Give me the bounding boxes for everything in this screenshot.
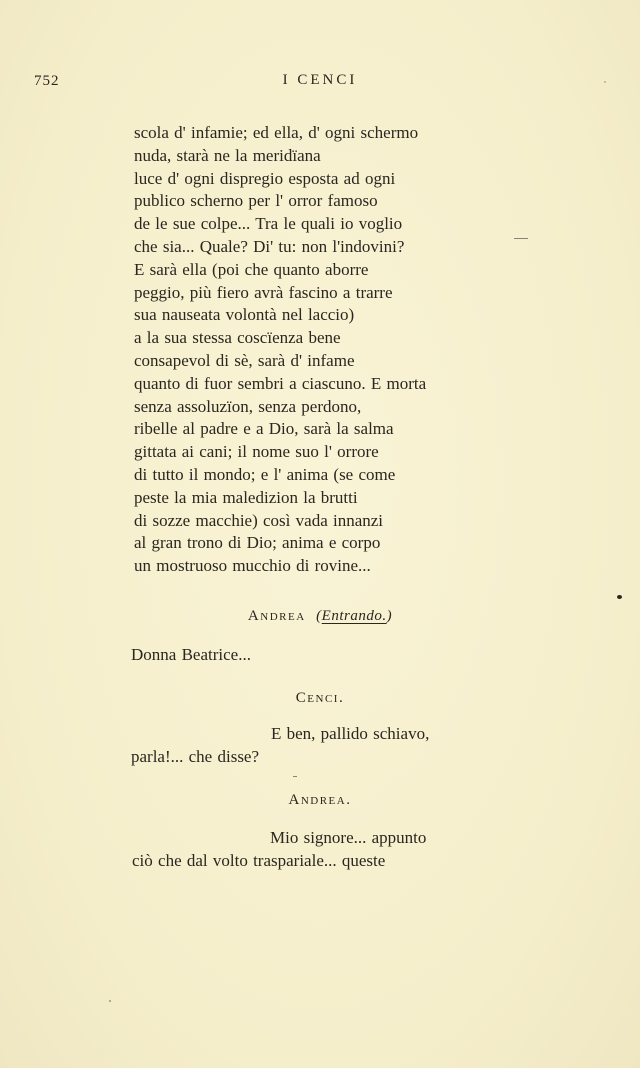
verse-line: E sarà ella (poi che quanto aborre — [134, 259, 369, 279]
verse-line: ribelle al padre e a Dio, sarà la salma — [134, 419, 394, 439]
verse-line: nuda, starà ne la meridïana — [134, 145, 321, 165]
verse-line: gittata ai cani; il nome suo l' orrore — [134, 442, 379, 462]
verse-line: che sia... Quale? Di' tu: non l'indovini? — [134, 236, 405, 256]
verse-line: di tutto il mondo; e l' anima (se come — [134, 464, 396, 484]
dialogue-line: ciò che dal volto traspariale... queste — [132, 851, 386, 870]
verse-line: luce d' ogni dispregio esposta ad ogni — [134, 168, 396, 188]
ink-speck — [604, 81, 606, 83]
verse-line: scola d' infamie; ed ella, d' ogni schermo — [134, 123, 419, 142]
speaker-heading-andrea: Andrea. — [288, 792, 352, 808]
verse-line: peggio, più fiero avrà fascino a trarre — [134, 282, 393, 302]
stage-direction: Entrando. — [321, 608, 387, 624]
verse-line: un mostruoso mucchio di rovine... — [134, 556, 371, 576]
verse-line: sua nauseata volontà nel laccio) — [134, 305, 355, 325]
dialogue-line: E ben, pallido schiavo, — [271, 724, 430, 743]
verse-line: peste la mia maledizion la brutti — [134, 487, 358, 507]
speaker-name: Andrea — [247, 608, 306, 624]
dialogue-line: parla!... che disse? — [131, 747, 260, 766]
ink-speck — [617, 595, 622, 599]
page-number: 752 — [34, 73, 60, 89]
verse-line: publico scherno per l' orror famoso — [134, 191, 378, 211]
verse-line: al gran trono di Dio; anima e corpo — [134, 533, 381, 553]
speaker-heading-cenci: Cenci. — [295, 690, 345, 706]
dialogue-line: Mio signore... appunto — [270, 828, 427, 847]
ink-speck — [109, 1000, 111, 1002]
verse-line: a la sua stessa coscïenza bene — [134, 328, 341, 348]
verse-line: consapevol di sè, sarà d' infame — [134, 350, 355, 370]
verse-line: di sozze macchie) così vada innanzi — [134, 510, 384, 530]
speaker-heading-andrea-entering — [0, 608, 640, 625]
verse-line: quanto di fuor sembri a ciascuno. E morta — [134, 373, 427, 393]
margin-mark — [514, 238, 528, 239]
verse-line: senza assoluzïon, senza perdono, — [134, 396, 362, 416]
margin-mark — [293, 776, 297, 777]
verse-block — [134, 122, 474, 578]
verse-line: de le sue colpe... Tra le quali io voglio — [134, 214, 403, 234]
dialogue-line: Donna Beatrice... — [131, 645, 251, 664]
stage-close-paren: ) — [386, 608, 393, 624]
running-title: I CENCI — [282, 72, 358, 88]
stage-open-paren: ( — [316, 608, 322, 624]
